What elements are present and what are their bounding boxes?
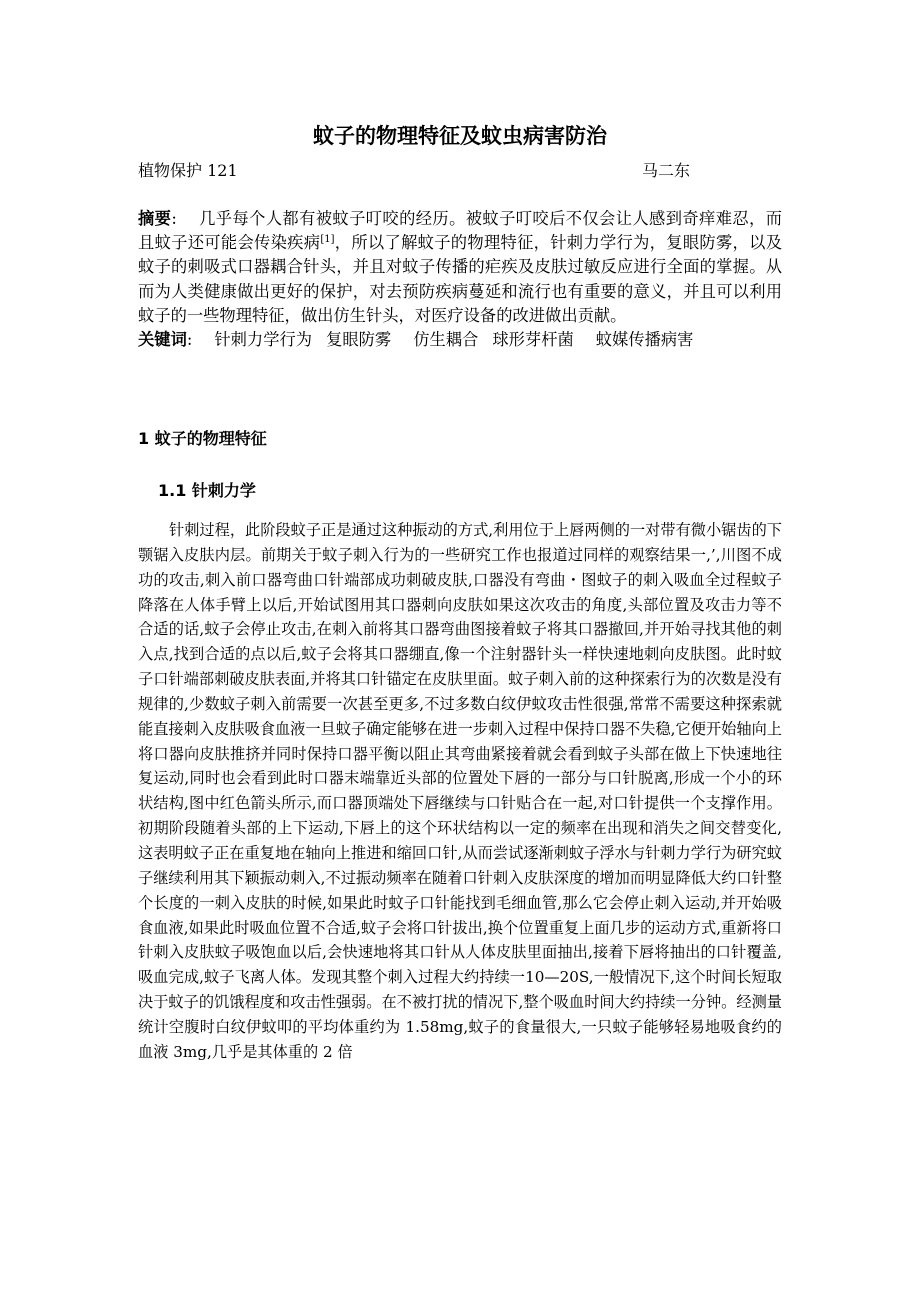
abstract-block <box>138 207 782 352</box>
citation-ref: [1] <box>320 234 335 246</box>
keywords-label: 关键词 <box>138 330 187 350</box>
keyword-item: 球形芽杆菌 <box>492 330 574 350</box>
abstract-text-part-2: ，所以了解蚊子的物理特征，针刺力学行为，复眼防雾，以及蚊子的刺吸式口器耦合针头，并且对蚊子传播的疟疾及皮肤过敏反应进行全面的掌握。从而为人类健康做出更好的保护，对去预防疾病蔓延和流行也有重要的意义，并且可以利用蚊子的一些物理特征，做出仿生针头，对医疗设备的改进做出贡献。 <box>138 233 782 325</box>
keywords-paragraph <box>138 328 782 352</box>
section-heading: 1 蚊子的物理特征 <box>138 429 267 448</box>
document-title: 蚊子的物理特征及蚊虫病害防治 <box>313 124 607 148</box>
abstract-separator: : <box>171 209 177 228</box>
keyword-item: 蚊媒传播病害 <box>595 330 694 350</box>
abstract-text-part-1: 几乎每个人都有被蚊子叮咬的经历。被蚊子叮咬后不仅会让人感到奇痒难忍，而且蚊子还可能会传染疾病 <box>138 209 782 253</box>
abstract-label: 摘要 <box>138 209 172 228</box>
department: 植物保护 121 <box>138 161 238 180</box>
body-paragraph: 针刺过程，此阶段蚊子正是通过这种振动的方式,利用位于上唇两侧的一对带有微小锯齿的下颚锯入皮肤内层。前期关于蚊子刺入行为的一些研究工作也报道过同样的观察结果一,’,川图不成功的攻击,刺入前口器弯曲口针端部成功刺破皮肤,口器没有弯曲・图蚊子的刺入吸血全过程蚊子降落在人体手臂上以后,开始试图用其口器刺向皮肤如果这次攻击的角度,头部位置及攻击力等不合适的话,蚊子会停止攻击,在刺入前将其口器弯曲图接着蚊子将其口器撤回,并开始寻找其他的刺入点,找到合适的点以后,蚊子会将其口器绷直,像一个注射器针头一样快速地刺向皮肤图。此时蚊子口针端部刺破皮肤表面,并将其口针锚定在皮肤里面。蚊子刺入前的这种探索行为的次数是没有规律的,少数蚊子刺入前需要一次甚至更多,不过多数白纹伊蚊攻击性很强,常常不需要这种探索就能直接刺入皮肤吸食血液一旦蚊子确定能够在进一步刺入过程中保持口器不失稳,它便开始轴向上将口器向皮肤推挤并同时保持口器平衡以阻止其弯曲紧接着就会看到蚊子头部在做上下快速地往复运动,同时也会看到此时口器末端靠近头部的位置处下唇的一部分与口针脱离,形成一个小的环状结构,图中红色箭头所示,而口器顶端处下唇继续与口针贴合在一起,对口针提供一个支撑作用。初期阶段随着头部的上下运动,下唇上的这个环状结构以一定的频率在出现和消失之间交替变化,这表明蚊子正在重复地在轴向上推进和缩回口针,从而尝试逐渐刺蚊子浮水与针刺力学行为研究蚊子继续利用其下颖振动刺入,不过振动频率在随着口针刺入皮肤深度的增加而明显降低大约口针整个长度的一刺入皮肤的时候,如果此时蚊子口针能找到毛细血管,那么它会停止刺入运动,并开始吸食血液,如果此时吸血位置不合适,蚊子会将口针拔出,换个位置重复上面几步的运动方式,重新将口针刺入皮肤蚊子吸饱血以后,会快速地将其口针从人体皮肤里面抽出,接着下唇将抽出的口针覆盖,吸血完成,蚊子飞离人体。发现其整个刺入过程大约持续一10—20S,一般情况下,这个时间长短取决于蚊子的饥饿程度和攻击性强弱。在不被打扰的情况下,整个吸血时间大约持续一分钟。经测量统计空腹时白纹伊蚊叩的平均体重约为 1.58mg,蚊子的食量很大,一只蚊子能够轻易地吸食约的血液 3mg,几乎是其体重的 2 倍 <box>138 521 782 1061</box>
abstract-paragraph <box>138 207 782 328</box>
keyword-item: 仿生耦合 <box>413 330 479 350</box>
author-name: 马二东 <box>642 161 691 180</box>
keywords-separator: : <box>186 330 193 350</box>
keyword-item: 复眼防雾 <box>326 330 392 350</box>
keyword-item: 针刺力学行为 <box>214 330 313 350</box>
subsection-heading: 1.1 针刺力学 <box>158 481 256 500</box>
